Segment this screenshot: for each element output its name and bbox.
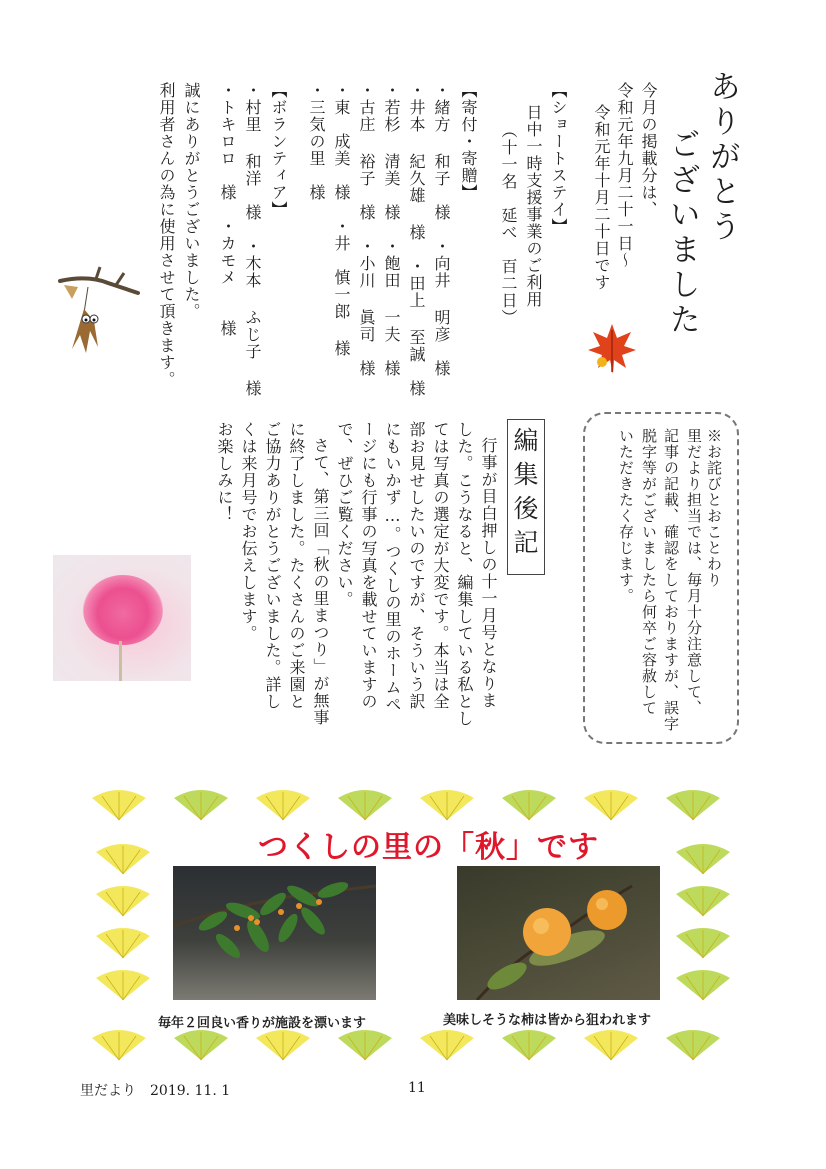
donation-row: ・東 成美 様 ・井 慎一郎 様 <box>332 82 351 357</box>
page-title <box>661 70 742 338</box>
persimmon-photo <box>457 866 660 1000</box>
apology-line: 記事の記載、確認をしておりますが、誤字 <box>662 428 680 732</box>
volunteer-row: ・村里 和洋 様 ・木本 ふじ子 様 <box>243 82 262 397</box>
ginkgo-leaf-icon <box>498 788 560 822</box>
autumn-section-title: つくしの里の「秋」です <box>258 830 599 865</box>
pink-flower-photo <box>53 555 191 681</box>
volunteer-row: ・トキロロ 様 ・カモメ 様 <box>218 82 237 337</box>
ginkgo-leaf-icon <box>334 1028 396 1062</box>
intro-line1: 今月の掲載分は、 <box>639 82 658 218</box>
editor-note-line: にもいかず…。つくしの里のホームペ <box>383 421 402 713</box>
ginkgo-leaf-icon <box>672 884 734 918</box>
maple-leaf-icon <box>586 322 638 376</box>
editor-note-line: さて、第三回「秋の里まつり」が無事 <box>311 437 330 726</box>
intro-line3: 令和元年十月二十日です <box>592 104 611 291</box>
page-number: 11 <box>408 1080 426 1096</box>
ginkgo-leaf-icon <box>252 788 314 822</box>
ginkgo-leaf-icon <box>498 1028 560 1062</box>
intro-line2: 令和元年九月二十一日～ <box>615 82 634 269</box>
ginkgo-leaf-icon <box>580 1028 642 1062</box>
ginkgo-leaf-icon <box>672 968 734 1002</box>
donation-row: ・井本 紀久雄 様 ・田上 至誠 様 <box>407 82 426 397</box>
editor-note-line: した。こうなると、編集している私とし <box>455 421 474 727</box>
editor-note-line: お楽しみに！ <box>215 421 234 523</box>
ginkgo-leaf-icon <box>92 842 154 876</box>
ginkgo-leaf-icon <box>662 788 724 822</box>
short-stay-stats: （十一名 延べ 百二日） <box>499 122 518 326</box>
editor-note-line: ご協力ありがとうございました。詳し <box>263 421 282 710</box>
ginkgo-leaf-icon <box>92 926 154 960</box>
thanks-line1: 誠にありがとうございました。 <box>182 82 201 320</box>
editor-note-line: で、ぜひご覧ください。 <box>335 421 354 608</box>
ginkgo-leaf-icon <box>92 884 154 918</box>
footer-issue-date: 里だより 2019. 11. 1 <box>80 1083 231 1099</box>
ginkgo-leaf-icon <box>170 788 232 822</box>
editor-note-line: 行事が目白押しの十一月号となりま <box>479 437 498 709</box>
thanks-line2: 利用者さんの為に使用させて頂きます。 <box>157 82 176 388</box>
ginkgo-leaf-icon <box>662 1028 724 1062</box>
branch-leaf-icon <box>58 265 140 357</box>
olive-photo-caption: 毎年２回良い香りが施設を漂います <box>158 1016 367 1031</box>
donation-row: ・古庄 裕子 様 ・小川 眞司 様 <box>357 82 376 377</box>
ginkgo-leaf-icon <box>252 1028 314 1062</box>
ginkgo-leaf-icon <box>672 926 734 960</box>
ginkgo-leaf-icon <box>672 842 734 876</box>
editor-note-heading: 編集後記 <box>510 427 539 563</box>
apology-line: いただきたく存じます。 <box>617 428 635 604</box>
editor-note-line: 部お見せしたいのですが、そういう訳 <box>407 421 426 710</box>
ginkgo-leaf-icon <box>416 1028 478 1062</box>
volunteers-heading: 【ボランティア】 <box>269 82 288 218</box>
ginkgo-leaf-icon <box>88 1028 150 1062</box>
ginkgo-leaf-icon <box>170 1028 232 1062</box>
short-stay-heading: 【ショートステイ】 <box>549 82 568 235</box>
short-stay-line1: 日中一時支援事業のご利用 <box>524 104 543 308</box>
donation-row: ・緒方 和子 様 ・向井 明彦 様 <box>432 82 451 377</box>
title-line1: ありがとう <box>704 70 740 245</box>
persimmon-photo-caption: 美味しそうな柿は皆から狙われます <box>443 1013 652 1028</box>
ginkgo-leaf-icon <box>92 968 154 1002</box>
ginkgo-leaf-icon <box>580 788 642 822</box>
donation-row: ・若杉 清美 様 ・飽田 一夫 様 <box>382 82 401 377</box>
title-line2: ございました <box>663 128 700 338</box>
ginkgo-leaf-icon <box>88 788 150 822</box>
olive-tree-photo <box>173 866 376 1000</box>
editor-note-line: に終了しました。たくさんのご来園と <box>287 421 306 710</box>
apology-line: ※お詫びとおことわり <box>705 428 723 588</box>
editor-note-line: くは来月号でお伝えします。 <box>239 421 258 642</box>
editor-note-line: ては写真の選定が大変です。本当は全 <box>431 421 450 710</box>
donations-heading: 【寄付・寄贈】 <box>459 82 478 201</box>
ginkgo-leaf-icon <box>334 788 396 822</box>
apology-line: 里だより担当では、毎月十分注意して、 <box>685 428 703 716</box>
apology-line: 脱字等がございましたら何卒ご容赦して <box>640 428 658 716</box>
ginkgo-leaf-icon <box>416 788 478 822</box>
donation-row: ・三気の里 様 <box>307 82 326 201</box>
editor-note-line: ージにも行事の写真を載せていますの <box>359 421 378 710</box>
